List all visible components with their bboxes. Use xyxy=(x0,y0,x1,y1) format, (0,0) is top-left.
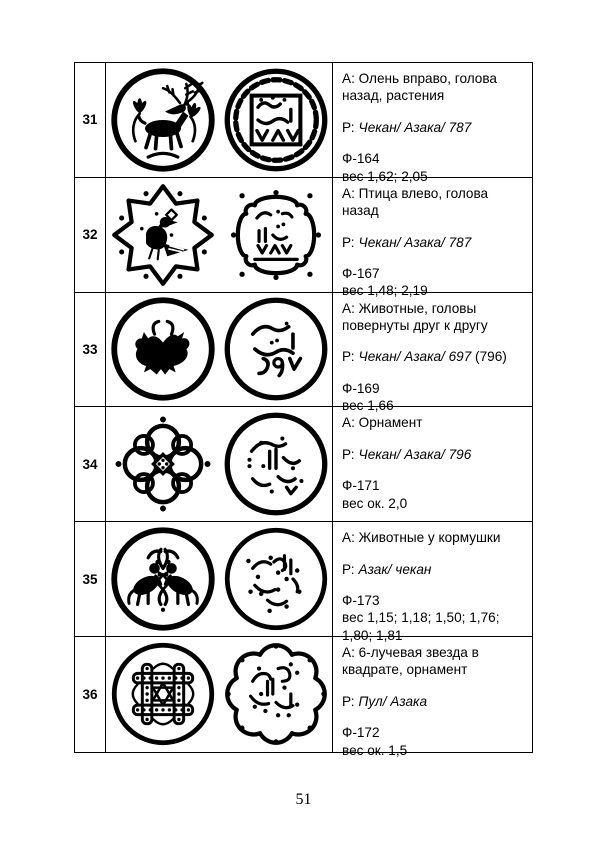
reverse-value: Чекан/ Азака/ 796 xyxy=(358,446,472,462)
reverse-label: Р: xyxy=(342,234,355,250)
reverse-value: Азак/ чекан xyxy=(358,561,432,577)
reverse-description xyxy=(342,561,528,578)
row-number-cell: 34 xyxy=(75,407,106,521)
reference-number: Ф-164 xyxy=(342,151,380,167)
hexagram-in-lattice-square-coin-icon xyxy=(110,641,216,747)
coin-images-cell xyxy=(106,407,333,521)
table-row xyxy=(75,522,532,643)
weight-value: вес 1,15; 1,18; 1,50; 1,76; 1,80; 1,81 xyxy=(342,610,500,643)
coin-images-cell xyxy=(106,522,333,636)
reverse-value: Чекан/ Азака/ 697 xyxy=(358,349,472,365)
coin-catalog-table xyxy=(74,62,533,758)
two-animals-facing-coin-icon xyxy=(110,296,216,402)
row-number-cell: 35 xyxy=(75,522,106,636)
reference-number: Ф-172 xyxy=(342,725,380,741)
arabic-legend-lobed-frame-coin-icon xyxy=(223,641,329,747)
obverse-description: А: Орнамент xyxy=(342,415,423,431)
arabic-inscription xyxy=(250,668,292,708)
reverse-value-note: (796) xyxy=(471,349,507,365)
weight-value: вес 1,48; 2,19 xyxy=(342,283,428,299)
deer-right-head-back-plants-coin-icon xyxy=(110,67,216,173)
weight-value: вес 1,66 xyxy=(342,398,394,414)
description-cell xyxy=(333,637,532,758)
reverse-label: Р: xyxy=(342,119,355,135)
description-cell xyxy=(333,293,532,414)
reverse-label: Р: xyxy=(342,349,355,365)
inscription-dots xyxy=(252,663,299,718)
arabic-inscription xyxy=(252,327,300,376)
table-row xyxy=(75,637,532,758)
arabic-legend-697-coin-icon xyxy=(223,296,329,402)
arabic-legend-cusped-square-coin-icon xyxy=(223,182,329,288)
obverse-description: А: Животные, головы повернуты друг к другу xyxy=(342,300,488,333)
reverse-label: Р: xyxy=(342,693,355,709)
page-number: 51 xyxy=(295,791,312,808)
hexagram-star xyxy=(152,683,172,705)
reverse-description xyxy=(342,693,528,710)
table-row xyxy=(75,293,532,414)
inscription-dots xyxy=(269,322,288,345)
reverse-label: Р: xyxy=(342,561,355,577)
frame-dots xyxy=(225,644,325,744)
coin-images-cell xyxy=(106,293,333,407)
bird-figure xyxy=(139,209,187,259)
reverse-description xyxy=(342,348,528,365)
row-number-cell: 31 xyxy=(75,63,106,177)
table-row xyxy=(75,178,532,299)
bird-left-head-back-star-frame-coin-icon xyxy=(110,182,216,288)
description-cell xyxy=(333,178,532,299)
arabic-legend-many-dots-coin-icon xyxy=(223,526,329,632)
description-cell xyxy=(333,407,532,521)
obverse-description: А: Олень вправо, голова назад, растения xyxy=(342,71,497,104)
arabic-legend-dots-coin-icon xyxy=(223,411,329,517)
coin-images-cell xyxy=(106,637,333,752)
table-row xyxy=(75,63,532,184)
arabic-legend-in-square-circle-coin-icon xyxy=(223,67,329,173)
frame-dots xyxy=(230,190,320,280)
row-number-cell: 36 xyxy=(75,637,106,752)
reference-number: Ф-169 xyxy=(342,380,380,396)
reverse-description xyxy=(342,234,528,251)
lattice-bands xyxy=(133,665,192,724)
weight-value: вес 1,62; 2,05 xyxy=(342,168,428,184)
arabic-inscription xyxy=(252,556,297,605)
obverse-description: А: Животные у кормушки xyxy=(342,530,501,546)
weight-value: вес ок. 2,0 xyxy=(342,495,408,511)
animals-figure xyxy=(135,322,189,375)
two-animals-at-feeder-coin-icon xyxy=(110,526,216,632)
reverse-description xyxy=(342,446,528,463)
arabic-inscription xyxy=(254,213,296,260)
row-number-cell: 32 xyxy=(75,178,106,292)
description-cell xyxy=(333,63,532,184)
band-dots xyxy=(135,667,189,721)
obverse-description: А: Птица влево, голова назад xyxy=(342,185,489,219)
coin-images-cell xyxy=(106,63,333,177)
reverse-value: Чекан/ Азака/ 787 xyxy=(358,234,472,250)
table-row xyxy=(75,407,532,522)
reverse-description xyxy=(342,119,528,136)
interlaced-knot-ornament-coin-icon xyxy=(110,411,216,517)
description-cell xyxy=(333,522,532,643)
obverse-description: А: 6-лучевая звезда в квадрате, орнамент xyxy=(342,644,479,678)
coin-images-cell xyxy=(106,178,333,292)
reverse-value: Пул/ Азака xyxy=(358,693,428,709)
reverse-value: Чекан/ Азака/ 787 xyxy=(358,119,472,135)
reference-number: Ф-167 xyxy=(342,265,380,281)
reference-number: Ф-171 xyxy=(342,478,380,494)
row-number-cell: 33 xyxy=(75,293,106,407)
reverse-label: Р: xyxy=(342,446,355,462)
weight-value: вес ок. 1,5 xyxy=(342,742,408,758)
reference-number: Ф-173 xyxy=(342,592,380,608)
